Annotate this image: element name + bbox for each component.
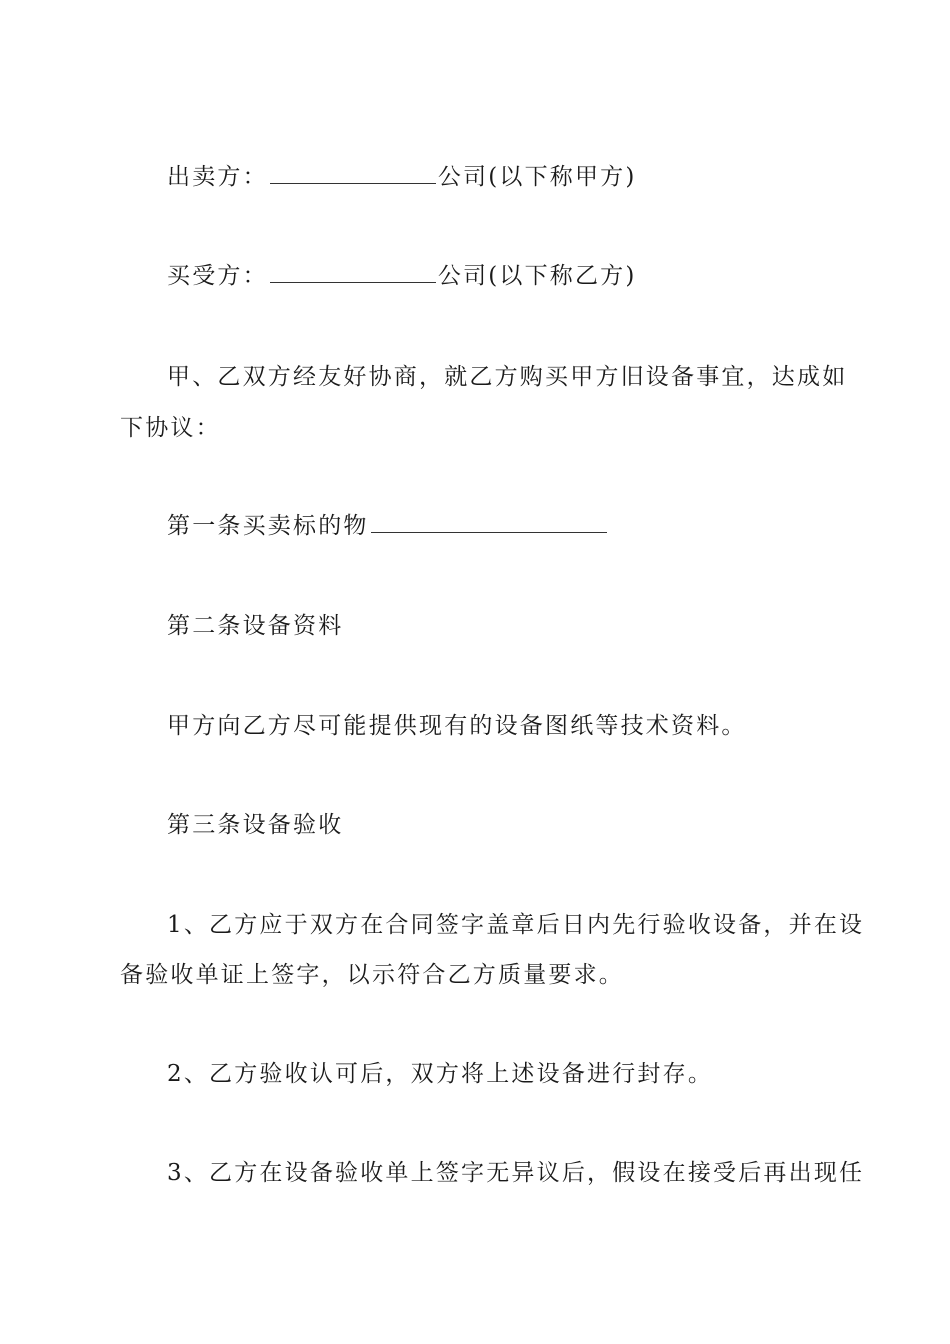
buyer-name-blank [270, 258, 436, 283]
seller-label: 出卖方： [167, 164, 268, 190]
buyer-label: 买受方： [167, 263, 268, 289]
preamble-line-2: 下协议： [120, 415, 221, 441]
article-2-body: 甲方向乙方尽可能提供现有的设备图纸等技术资料。 [167, 713, 747, 739]
article-3-title: 第三条设备验收 [167, 812, 344, 838]
article-1-text: 第一条买卖标的物 [167, 513, 369, 539]
seller-line [120, 152, 882, 202]
preamble-line-1: 甲、乙双方经友好协商，就乙方购买甲方旧设备事宜，达成如 [167, 364, 848, 390]
article-3-item-2: 2、乙方验收认可后，双方将上述设备进行封存。 [167, 1061, 714, 1087]
buyer-line [120, 251, 882, 301]
article-1-line [120, 501, 882, 551]
seller-name-blank [270, 159, 436, 184]
buyer-suffix: 公司(以下称乙方) [437, 263, 637, 289]
article-3-item-1-line-2: 备验收单证上签字，以示符合乙方质量要求。 [120, 962, 624, 988]
article-2-title: 第二条设备资料 [167, 613, 344, 639]
article-3-item-1-line-1: 1、乙方应于双方在合同签字盖章后日内先行验收设备，并在设 [167, 912, 865, 938]
seller-suffix: 公司(以下称甲方) [437, 164, 637, 190]
article-3-item-3-line-1: 3、乙方在设备验收单上签字无异议后，假设在接受后再出现任 [167, 1160, 865, 1186]
subject-matter-blank [371, 508, 607, 533]
